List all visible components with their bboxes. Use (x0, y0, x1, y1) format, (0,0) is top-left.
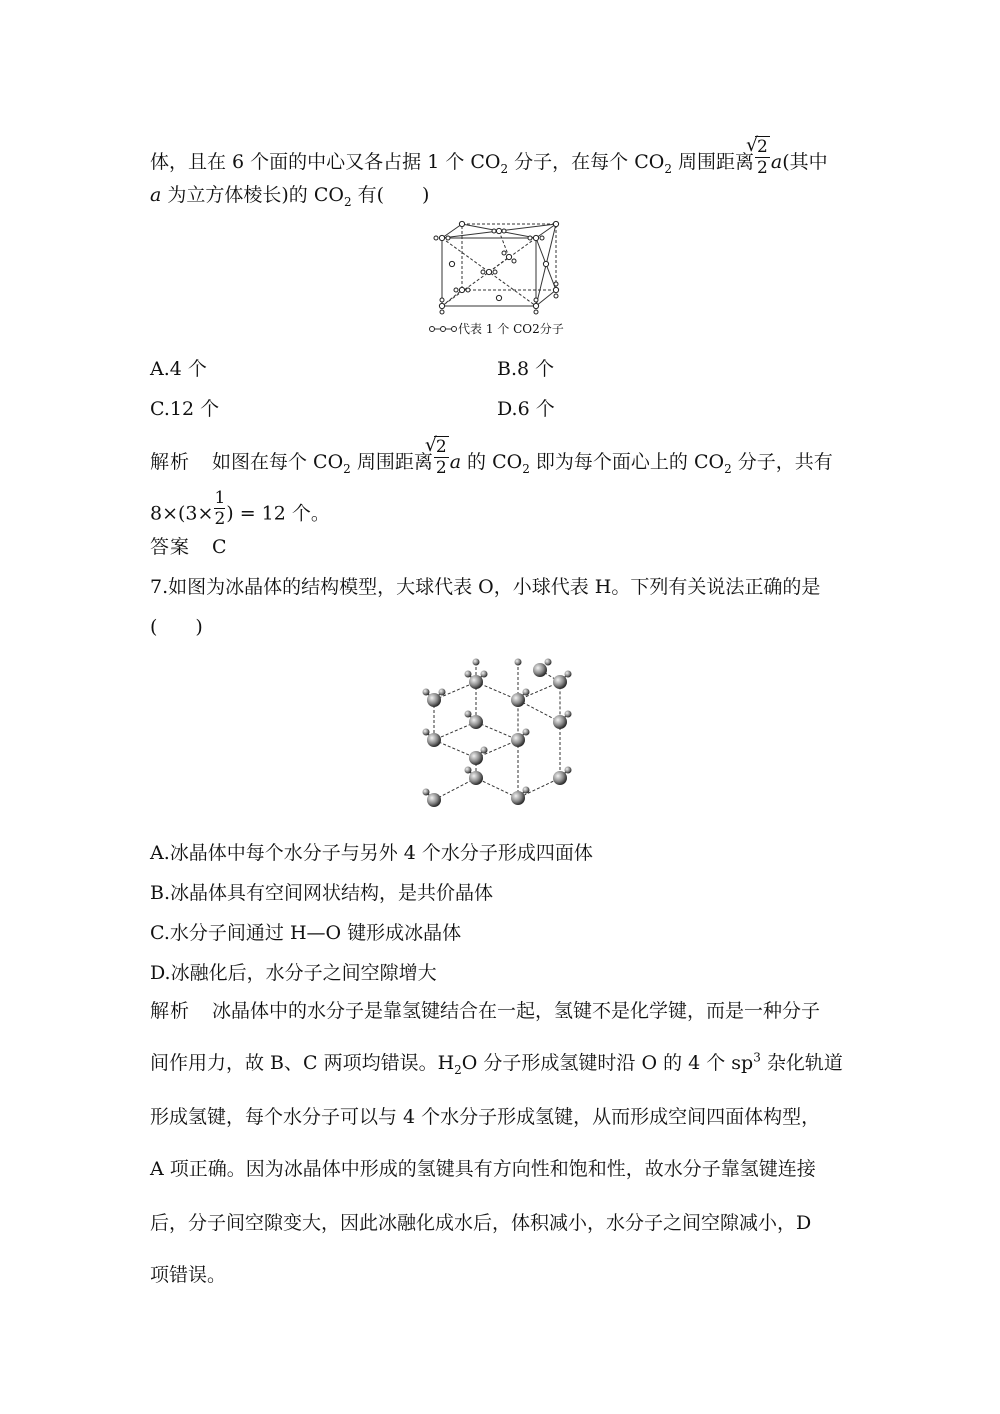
fraction-one-half (214, 488, 225, 529)
variable-a: a (449, 451, 462, 473)
q7-option-c: C.水分子间通过 H—O 键形成冰晶体 (150, 922, 462, 944)
q6-option-b: B.8 个 (497, 358, 555, 380)
q7-stem-line-1: 7.如图为冰晶体的结构模型，大球代表 O，小球代表 H。下列有关说法正确的是 (150, 576, 821, 598)
text: 间作用力，故 B、C 两项均错误。H (150, 1052, 455, 1074)
text: 周围距离 (350, 451, 433, 473)
oxygen-atoms (427, 663, 567, 807)
analysis-label: 解析 (150, 1000, 191, 1022)
ice-structure-diagram (418, 648, 588, 810)
q7-analysis-line-1 (150, 1002, 820, 1021)
q7-stem-line-2: ( ) (150, 616, 203, 638)
q7-analysis-line-6: 项错误。 (150, 1264, 227, 1286)
hydrogen-atoms (423, 659, 572, 796)
text: 分子，共有 (731, 451, 833, 473)
q7-option-d: D.冰融化后，水分子之间空隙增大 (150, 962, 437, 984)
text: 有( ) (351, 184, 430, 206)
figure-caption: 代表 1 个 CO 2 分子 (428, 320, 564, 337)
analysis-label: 解析 (150, 451, 191, 473)
fraction-numerator: √ 2 (755, 136, 770, 157)
text: 8×(3× (150, 502, 214, 525)
q6-option-a: A.4 个 (150, 358, 207, 380)
subscript: 2 (522, 461, 530, 476)
subscript: 2 (343, 461, 351, 476)
fraction-denominator: 2 (757, 158, 768, 178)
q7-option-a: A.冰晶体中每个水分子与另外 4 个水分子形成四面体 (150, 842, 593, 864)
co2-crystal-figure (428, 218, 588, 340)
fraction-numerator: 1 (214, 488, 226, 508)
q6-stem-line-2 (150, 184, 430, 209)
subscript: 2 (454, 1062, 462, 1077)
caption-text: 分子 (539, 322, 564, 336)
text: ) = 12 个。 (226, 502, 330, 525)
text: 为立方体棱长)的 CO (161, 184, 344, 206)
superscript: 3 (753, 1050, 761, 1065)
text: 周围距离 (671, 151, 755, 173)
cube-diagram (428, 218, 588, 318)
co2-legend-icon (428, 324, 458, 334)
text: 冰晶体中的水分子是靠氢键结合在一起，氢键不是化学键，而是一种分子 (212, 1000, 821, 1022)
answer-label: 答案 (150, 536, 191, 558)
q6-analysis-line-2 (150, 488, 330, 535)
q7-analysis-line-4: A 项正确。因为冰晶体中形成的氢键具有方向性和饱和性，故水分子靠氢键连接 (150, 1158, 816, 1180)
q7-analysis-line-2 (150, 1050, 843, 1077)
q6-stem-line-1 (150, 137, 828, 184)
subscript: 2 (664, 161, 672, 176)
q6-option-d: D.6 个 (497, 398, 555, 420)
fraction-sqrt2-over-2 (434, 436, 449, 478)
q7-analysis-line-3: 形成氢键，每个水分子可以与 4 个水分子形成氢键，从而形成空间四面体构型， (150, 1106, 821, 1128)
hydrogen-bonds (434, 662, 560, 800)
fraction-denominator: 2 (214, 509, 226, 529)
text: 的 CO (461, 451, 523, 473)
variable-a: a (770, 151, 783, 173)
subscript: 2 (500, 161, 509, 176)
q6-analysis-line-1 (150, 437, 833, 484)
fraction-sqrt2-over-2 (755, 136, 770, 178)
text: 即为每个面心上的 CO (529, 451, 725, 473)
q7-analysis-line-5: 后，分子间空隙变大，因此冰融化成水后，体积减小，水分子之间空隙减小，D (150, 1212, 812, 1234)
ice-crystal-figure (418, 648, 588, 810)
text: O 分子形成氢键时沿 O 的 4 个 sp (461, 1052, 754, 1074)
text: 杂化轨道 (760, 1052, 843, 1074)
text: (其中 (782, 151, 828, 173)
q6-option-c: C.12 个 (150, 398, 220, 420)
subscript: 2 (343, 194, 352, 209)
answer-value: C (212, 536, 227, 558)
subscript: 2 (724, 461, 732, 476)
caption-text: 代表 1 个 CO (458, 322, 533, 336)
q6-answer (150, 538, 227, 557)
text: 分子，在每个 CO (508, 151, 665, 173)
covalent-bonds (426, 674, 568, 800)
fraction-denominator: 2 (435, 458, 447, 478)
fraction-numerator: √ 2 (434, 436, 449, 457)
text: 如图在每个 CO (212, 451, 344, 473)
variable-a: a (150, 184, 162, 206)
q7-option-b: B.冰晶体具有空间网状结构，是共价晶体 (150, 882, 494, 904)
text: 体，且在 6 个面的中心又各占据 1 个 CO (150, 151, 501, 173)
